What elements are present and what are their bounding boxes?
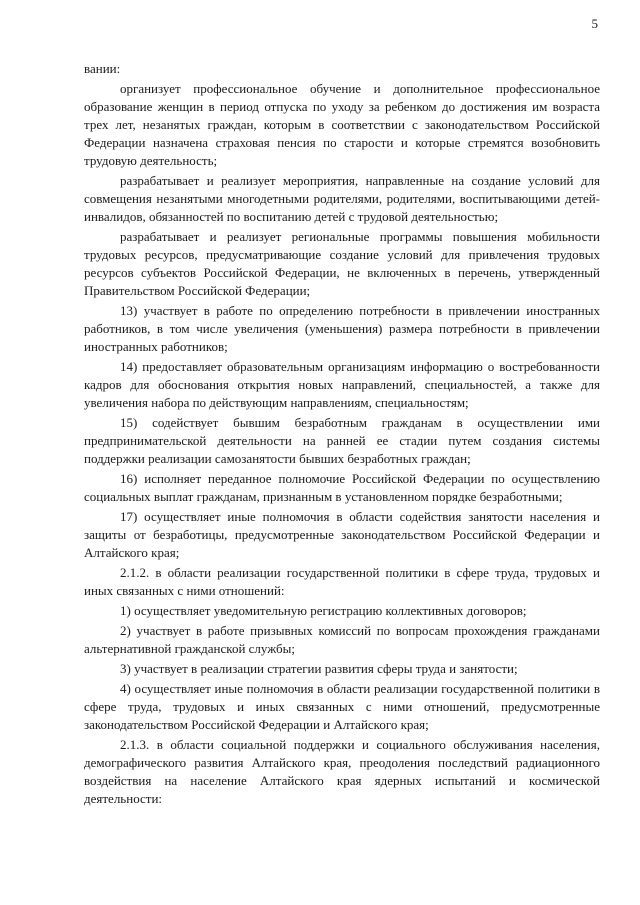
document-body xyxy=(84,60,600,810)
paragraph-item-14: 14) предоставляет образовательным организациям информацию о востребованности кадров для обоснования открытия новых направлений, специальностей, а также для увеличения набора по действующим направлениям, специальностям; xyxy=(84,359,600,410)
paragraph-2-1-2-item-3: 3) участвует в реализации стратегии развития сферы труда и занятости; xyxy=(120,661,518,676)
paragraph-item-15: 15) содействует бывшим безработным гражданам в осуществлении ими предпринимательской деятельности на ранней ее стадии путем создания системы поддержки реализации самозанятости бывших безработных граждан; xyxy=(84,415,600,466)
paragraph-section-2-1-3: 2.1.3. в области социальной поддержки и социального обслуживания населения, демографического развития Алтайского края, преодоления последствий радиационного воздействия на население Алтайского края ядерных испытаний и космической деятельности: xyxy=(84,737,600,806)
paragraph-section-2-1-2: 2.1.2. в области реализации государственной политики в сфере труда, трудовых и иных связанных с ними отношений: xyxy=(84,565,600,598)
paragraph-item-13: 13) участвует в работе по определению потребности в привлечении иностранных работников, в том числе увеличения (уменьшения) размера потребности в привлечении иностранных работников; xyxy=(84,303,600,354)
paragraph-2-1-2-item-1: 1) осуществляет уведомительную регистрацию коллективных договоров; xyxy=(120,603,527,618)
page-number: 5 xyxy=(591,16,598,31)
paragraph-item-16: 16) исполняет переданное полномочие Российской Федерации по осуществлению социальных выплат гражданам, признанным в установленном порядке безработными; xyxy=(84,471,600,504)
paragraph-2-1-2-item-4: 4) осуществляет иные полномочия в области реализации государственной политики в сфере труда, трудовых и иных связанных с ними отношений, предусмотренные законодательством Российской Федерации и Алтайского края; xyxy=(84,681,600,732)
paragraph-vocational-training: организует профессиональное обучение и дополнительное профессиональное образование женщин в период отпуска по уходу за ребенком до достижения им возраста трех лет, незанятых граждан, которым в соответствии с законодательством Российской Федерации назначена страховая пенсия по старости и которые стремятся возобновить трудовую деятельность; xyxy=(84,81,600,168)
paragraph-continuation: вании: xyxy=(84,61,121,76)
paragraph-parents-conditions: разрабатывает и реализует мероприятия, направленные на создание условий для совмещения незанятыми многодетными родителями, родителями, воспитывающими детей-инвалидов, обязанностей по воспитанию детей с трудовой деятельностью; xyxy=(84,173,600,224)
paragraph-item-17: 17) осуществляет иные полномочия в области содействия занятости населения и защиты от безработицы, предусмотренные законодательством Российской Федерации и Алтайского края; xyxy=(84,509,600,560)
paragraph-2-1-2-item-2: 2) участвует в работе призывных комиссий по вопросам прохождения гражданами альтернативной гражданской службы; xyxy=(84,623,600,656)
paragraph-mobility-programs: разрабатывает и реализует региональные программы повышения мобильности трудовых ресурсов, предусматривающие создание условий для привлечения трудовых ресурсов субъектов Российской Федерации, не включенных в перечень, утвержденный Правительством Российской Федерации; xyxy=(84,229,600,298)
